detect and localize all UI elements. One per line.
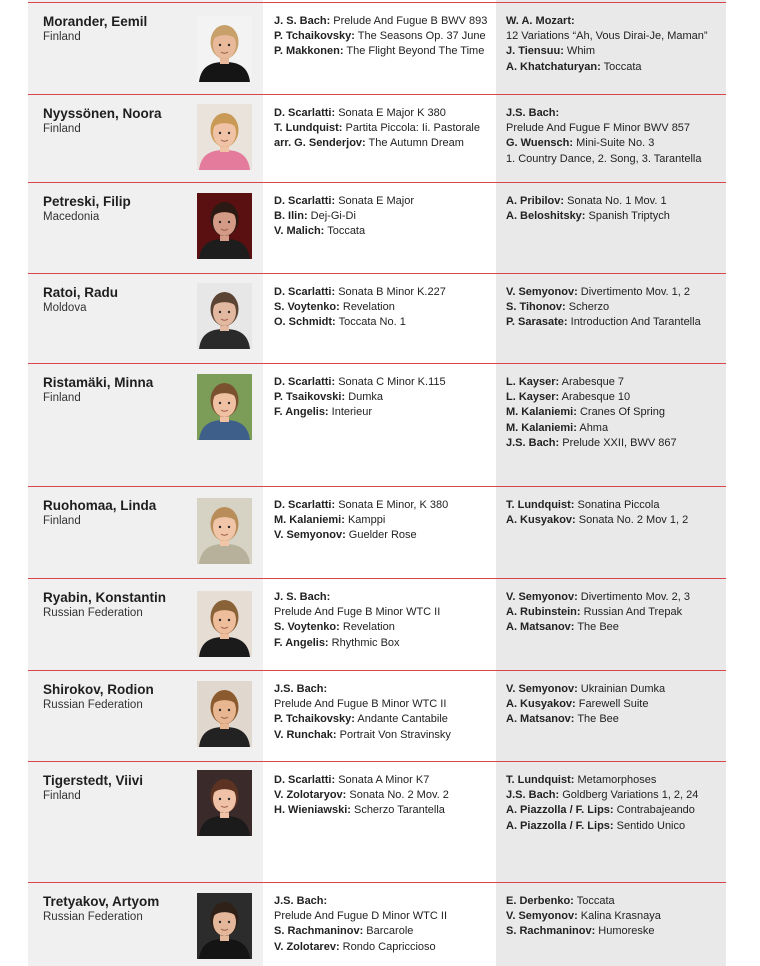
portrait-photo bbox=[197, 374, 252, 440]
participant-row bbox=[28, 486, 726, 578]
composer-name: F. Angelis: bbox=[274, 636, 329, 649]
portrait-photo bbox=[197, 16, 252, 82]
composer-name: S. Voytenko: bbox=[274, 621, 340, 634]
piece-title: Toccata bbox=[600, 60, 642, 73]
piece-title: Rondo Capriccioso bbox=[339, 940, 436, 953]
participant-name: Ryabin, Konstantin bbox=[43, 590, 167, 605]
composer-name: M. Kalaniemi: bbox=[274, 514, 345, 527]
piece-title: Rhythmic Box bbox=[328, 636, 400, 649]
row-separator bbox=[28, 670, 726, 671]
participant-row bbox=[28, 363, 726, 486]
piece-title: Cranes Of Spring bbox=[576, 406, 665, 419]
program-round-2 bbox=[506, 285, 724, 331]
composer-name: J.S. Bach: bbox=[506, 107, 560, 119]
piece-title: Prelude XXII, BWV 867 bbox=[559, 436, 677, 449]
portrait-photo bbox=[197, 770, 252, 836]
portrait-photo bbox=[197, 193, 252, 259]
row-separator bbox=[28, 761, 726, 762]
piece-title: Farewell Suite bbox=[575, 698, 649, 711]
participant-photo bbox=[197, 681, 252, 747]
piece-title: Toccata bbox=[573, 895, 615, 907]
participant-name: Ristamäki, Minna bbox=[43, 375, 154, 390]
composer-name: J. S. Bach: bbox=[274, 591, 331, 603]
row-separator bbox=[28, 2, 726, 3]
composer-name: J.S. Bach: bbox=[506, 789, 560, 802]
participant-name: Ratoi, Radu bbox=[43, 285, 119, 300]
program-line bbox=[506, 315, 724, 330]
program-round-1 bbox=[274, 498, 510, 544]
participant-photo bbox=[197, 770, 252, 836]
program-line bbox=[274, 106, 510, 121]
piece-title: Scherzo Tarantella bbox=[350, 804, 445, 817]
participant-name: Morander, Eemil bbox=[43, 14, 148, 29]
program-line bbox=[506, 300, 724, 315]
row-separator bbox=[28, 94, 726, 95]
piece-title: Divertimento Mov. 1, 2 bbox=[577, 286, 691, 298]
row-separator bbox=[28, 273, 726, 274]
composer-name: P. Tsaikovski: bbox=[274, 391, 346, 404]
composer-name: P. Tchaikovsky: bbox=[274, 713, 355, 726]
portrait-photo bbox=[197, 498, 252, 564]
program-line bbox=[506, 152, 724, 167]
piece-title: Spanish Triptych bbox=[585, 210, 670, 223]
program-line bbox=[506, 773, 724, 788]
participant-photo bbox=[197, 591, 252, 657]
participant-photo bbox=[197, 283, 252, 349]
composer-name: D. Scarlatti: bbox=[274, 286, 336, 298]
participant-row bbox=[28, 273, 726, 363]
row-separator bbox=[28, 486, 726, 487]
participant-photo bbox=[197, 374, 252, 440]
composer-name: J.S. Bach: bbox=[506, 436, 560, 449]
composer-name: O. Schmidt: bbox=[274, 316, 336, 329]
portrait-photo bbox=[197, 591, 252, 657]
program-round-2 bbox=[506, 894, 724, 940]
program-line bbox=[274, 803, 510, 818]
piece-title: Sonata E Major bbox=[335, 195, 415, 207]
composer-name: P. Sarasate: bbox=[506, 316, 568, 329]
piece-title: Revelation bbox=[339, 301, 395, 314]
piece-title: Ukrainian Dumka bbox=[577, 683, 666, 695]
program-line bbox=[506, 285, 724, 300]
composer-name: A. Matsanov: bbox=[506, 713, 575, 726]
program-line bbox=[506, 209, 724, 224]
piece-title: Interieur bbox=[328, 406, 373, 419]
program-line bbox=[506, 924, 724, 939]
piece-title: Goldberg Variations 1, 2, 24 bbox=[559, 789, 699, 802]
row-separator bbox=[28, 363, 726, 364]
piece-title: Sonata E Minor, K 380 bbox=[335, 499, 449, 511]
program-line bbox=[274, 590, 510, 605]
participant-name: Shirokov, Rodion bbox=[43, 682, 154, 697]
piece-title: Sonatina Piccola bbox=[574, 499, 660, 511]
program-line bbox=[274, 728, 510, 743]
piece-title: Revelation bbox=[339, 621, 395, 634]
program-line bbox=[274, 224, 510, 239]
participant-row bbox=[28, 761, 726, 882]
participant-row bbox=[28, 94, 726, 182]
piece-title: Sonata No. 1 Mov. 1 bbox=[564, 195, 667, 207]
composer-name: A. Piazzolla / F. Lips: bbox=[506, 819, 614, 832]
program-line bbox=[274, 909, 510, 924]
composer-name: T. Lundquist: bbox=[506, 499, 575, 511]
program-line bbox=[274, 498, 510, 513]
program-round-1 bbox=[274, 375, 510, 421]
program-line bbox=[506, 194, 724, 209]
piece-title: Toccata No. 1 bbox=[335, 316, 406, 329]
program-line bbox=[274, 528, 510, 543]
participant-name: Tigerstedt, Viivi bbox=[43, 773, 144, 788]
piece-title: Metamorphoses bbox=[574, 774, 657, 786]
program-line bbox=[506, 436, 724, 451]
program-line bbox=[274, 620, 510, 635]
program-round-1 bbox=[274, 194, 510, 240]
program-round-2 bbox=[506, 375, 724, 451]
participant-name: Ruohomaa, Linda bbox=[43, 498, 157, 513]
program-round-1 bbox=[274, 285, 510, 331]
piece-title: Barcarole bbox=[363, 925, 414, 938]
participant-photo bbox=[197, 16, 252, 82]
program-round-1 bbox=[274, 106, 510, 152]
piece-title: Arabesque 7 bbox=[559, 376, 625, 388]
participant-country: Macedonia bbox=[43, 211, 100, 223]
program-line bbox=[506, 909, 724, 924]
piece-title: The Bee bbox=[574, 621, 619, 634]
program-line bbox=[506, 605, 724, 620]
participant-photo bbox=[197, 893, 252, 959]
program-line bbox=[506, 682, 724, 697]
piece-title: Arabesque 10 bbox=[559, 391, 631, 404]
composer-name: A. Piazzolla / F. Lips: bbox=[506, 804, 614, 817]
piece-title: Kalina Krasnaya bbox=[577, 910, 661, 923]
program-line bbox=[506, 136, 724, 151]
program-round-2 bbox=[506, 773, 724, 834]
piece-title: Mini-Suite No. 3 bbox=[573, 137, 655, 150]
program-round-1 bbox=[274, 14, 510, 60]
composer-name: V. Malich: bbox=[274, 225, 325, 238]
program-line bbox=[274, 14, 510, 29]
composer-name: P. Makkonen: bbox=[274, 45, 344, 58]
program-line bbox=[506, 29, 724, 44]
participant-country: Finland bbox=[43, 123, 81, 135]
composer-name: H. Wieniawski: bbox=[274, 804, 351, 817]
participant-row bbox=[28, 2, 726, 94]
program-line bbox=[274, 697, 510, 712]
program-line bbox=[506, 894, 724, 909]
composer-name: G. Wuensch: bbox=[506, 137, 574, 150]
program-line bbox=[274, 894, 510, 909]
composer-name: D. Scarlatti: bbox=[274, 107, 336, 119]
composer-name: J.S. Bach: bbox=[274, 895, 328, 907]
composer-name: A. Beloshitsky: bbox=[506, 210, 586, 223]
program-line bbox=[506, 498, 724, 513]
program-line bbox=[506, 375, 724, 390]
piece-title: Dumka bbox=[345, 391, 384, 404]
composer-name: A. Matsanov: bbox=[506, 621, 575, 634]
program-line bbox=[274, 924, 510, 939]
program-line bbox=[274, 636, 510, 651]
participant-name: Tretyakov, Artyom bbox=[43, 894, 160, 909]
participant-country: Finland bbox=[43, 790, 81, 802]
piece-title: The Bee bbox=[574, 713, 619, 726]
composer-name: V. Semyonov: bbox=[506, 683, 578, 695]
piece-title: The Flight Beyond The Time bbox=[343, 45, 485, 58]
program-round-1 bbox=[274, 682, 510, 743]
composer-name: J. Tiensuu: bbox=[506, 45, 564, 58]
portrait-photo bbox=[197, 681, 252, 747]
participant-country: Finland bbox=[43, 392, 81, 404]
program-line bbox=[506, 620, 724, 635]
composer-name: V. Zolotarev: bbox=[274, 940, 340, 953]
composer-name: P. Tchaikovsky: bbox=[274, 30, 355, 43]
program-round-2 bbox=[506, 14, 724, 75]
program-line bbox=[274, 940, 510, 955]
piece-title: Ahma bbox=[576, 421, 609, 434]
piece-title: Divertimento Mov. 2, 3 bbox=[577, 591, 691, 603]
piece-title: Prelude And Fugue F Minor BWV 857 bbox=[506, 122, 691, 135]
piece-title: Humoreske bbox=[595, 925, 655, 938]
program-line bbox=[506, 421, 724, 436]
program-line bbox=[274, 194, 510, 209]
participant-country: Finland bbox=[43, 515, 81, 527]
piece-title: Toccata bbox=[324, 225, 366, 238]
program-line bbox=[274, 44, 510, 59]
piece-title: Introduction And Tarantella bbox=[567, 316, 701, 329]
program-round-1 bbox=[274, 590, 510, 651]
composer-name: M. Kalaniemi: bbox=[506, 421, 577, 434]
row-separator bbox=[28, 182, 726, 183]
program-line bbox=[506, 788, 724, 803]
piece-title: Prelude And Fugue B Minor WTC II bbox=[274, 698, 447, 711]
composer-name: J.S. Bach: bbox=[274, 683, 328, 695]
program-round-1 bbox=[274, 773, 510, 819]
composer-name: L. Kayser: bbox=[506, 376, 560, 388]
composer-name: V. Semyonov: bbox=[506, 910, 578, 923]
composer-name: arr. G. Senderjov: bbox=[274, 137, 366, 150]
piece-title: 12 Variations “Ah, Vous Dirai-Je, Maman” bbox=[506, 30, 708, 43]
program-line bbox=[506, 121, 724, 136]
piece-title: Portrait Von Stravinsky bbox=[336, 728, 451, 741]
composer-name: S. Tihonov: bbox=[506, 301, 566, 314]
program-line bbox=[506, 405, 724, 420]
composer-name: A. Rubinstein: bbox=[506, 606, 581, 619]
piece-title: Prelude And Fugue B BWV 893 bbox=[330, 15, 488, 27]
participant-country: Russian Federation bbox=[43, 607, 143, 619]
composer-name: V. Runchak: bbox=[274, 728, 337, 741]
piece-title: Partita Piccola: Ii. Pastorale bbox=[342, 122, 480, 135]
piece-title: Prelude And Fuge B Minor WTC II bbox=[274, 606, 441, 619]
composer-name: M. Kalaniemi: bbox=[506, 406, 577, 419]
composer-name: D. Scarlatti: bbox=[274, 195, 336, 207]
piece-title: The Seasons Op. 37 June bbox=[354, 30, 486, 43]
row-separator bbox=[28, 578, 726, 579]
participant-country: Finland bbox=[43, 31, 81, 43]
program-line bbox=[274, 315, 510, 330]
participant-photo bbox=[197, 104, 252, 170]
participant-country: Russian Federation bbox=[43, 699, 143, 711]
piece-title: Sonata No. 2 Mov. 2 bbox=[346, 789, 449, 802]
portrait-photo bbox=[197, 104, 252, 170]
composer-name: A. Khatchaturyan: bbox=[506, 60, 601, 73]
program-line bbox=[274, 375, 510, 390]
program-line bbox=[506, 60, 724, 75]
participant-photo bbox=[197, 193, 252, 259]
program-line bbox=[274, 712, 510, 727]
program-round-2 bbox=[506, 682, 724, 728]
program-line bbox=[506, 44, 724, 59]
participant-row bbox=[28, 578, 726, 670]
program-line bbox=[274, 209, 510, 224]
program-round-2 bbox=[506, 498, 724, 528]
piece-title: Andante Cantabile bbox=[354, 713, 448, 726]
composer-name: B. Ilin: bbox=[274, 210, 308, 223]
composer-name: E. Derbenko: bbox=[506, 895, 574, 907]
piece-title: Sonata A Minor K7 bbox=[335, 774, 430, 786]
program-line bbox=[274, 682, 510, 697]
piece-title: Scherzo bbox=[565, 301, 610, 314]
piece-title: The Autumn Dream bbox=[365, 137, 464, 150]
program-line bbox=[506, 590, 724, 605]
program-line bbox=[506, 803, 724, 818]
participant-country: Russian Federation bbox=[43, 911, 143, 923]
piece-title: Dej-Gi-Di bbox=[307, 210, 356, 223]
composer-name: D. Scarlatti: bbox=[274, 499, 336, 511]
program-line bbox=[274, 136, 510, 151]
participant-country: Moldova bbox=[43, 302, 87, 314]
portrait-photo bbox=[197, 893, 252, 959]
program-line bbox=[506, 14, 724, 29]
participant-row bbox=[28, 882, 726, 966]
composer-name: S. Rachmaninov: bbox=[506, 925, 596, 938]
participant-row bbox=[28, 182, 726, 273]
composer-name: W. A. Mozart: bbox=[506, 15, 575, 27]
composer-name: V. Semyonov: bbox=[506, 286, 578, 298]
piece-title: Sonata E Major K 380 bbox=[335, 107, 446, 119]
program-line bbox=[274, 773, 510, 788]
composer-name: A. Pribilov: bbox=[506, 195, 565, 207]
row-separator bbox=[28, 882, 726, 883]
composer-name: A. Kusyakov: bbox=[506, 698, 576, 711]
program-line bbox=[506, 513, 724, 528]
program-line bbox=[506, 697, 724, 712]
program-line bbox=[274, 513, 510, 528]
program-round-2 bbox=[506, 194, 724, 224]
piece-title: Sonata No. 2 Mov 1, 2 bbox=[575, 514, 689, 527]
piece-title: Whim bbox=[563, 45, 596, 58]
participant-row bbox=[28, 670, 726, 761]
composer-name: A. Kusyakov: bbox=[506, 514, 576, 527]
program-line bbox=[274, 121, 510, 136]
piece-title: Contrabajeando bbox=[613, 804, 695, 817]
piece-title: Prelude And Fugue D Minor WTC II bbox=[274, 910, 448, 923]
program-line bbox=[274, 390, 510, 405]
program-line bbox=[274, 285, 510, 300]
composer-name: T. Lundquist: bbox=[274, 122, 343, 135]
portrait-photo bbox=[197, 283, 252, 349]
program-line bbox=[274, 605, 510, 620]
participant-name: Nyyssönen, Noora bbox=[43, 106, 162, 121]
composer-name: V. Semyonov: bbox=[274, 529, 346, 542]
composer-name: T. Lundquist: bbox=[506, 774, 575, 786]
piece-title: Sonata C Minor K.115 bbox=[335, 376, 446, 388]
composer-name: S. Voytenko: bbox=[274, 301, 340, 314]
program-line bbox=[506, 390, 724, 405]
composer-name: V. Semyonov: bbox=[506, 591, 578, 603]
composer-name: V. Zolotaryov: bbox=[274, 789, 347, 802]
piece-title: 1. Country Dance, 2. Song, 3. Tarantella bbox=[506, 152, 702, 165]
piece-title: Russian And Trepak bbox=[580, 606, 683, 619]
participant-photo bbox=[197, 498, 252, 564]
piece-title: Sonata B Minor K.227 bbox=[335, 286, 446, 298]
program-round-2 bbox=[506, 106, 724, 167]
composer-name: F. Angelis: bbox=[274, 406, 329, 419]
program-line bbox=[274, 29, 510, 44]
composer-name: D. Scarlatti: bbox=[274, 376, 336, 388]
piece-title: Sentido Unico bbox=[613, 819, 686, 832]
program-line bbox=[274, 300, 510, 315]
composer-name: J. S. Bach: bbox=[274, 15, 331, 27]
composer-name: D. Scarlatti: bbox=[274, 774, 336, 786]
program-line bbox=[506, 712, 724, 727]
program-line bbox=[274, 405, 510, 420]
program-line bbox=[506, 819, 724, 834]
composer-name: S. Rachmaninov: bbox=[274, 925, 364, 938]
program-line bbox=[274, 788, 510, 803]
composer-name: L. Kayser: bbox=[506, 391, 560, 404]
program-round-1 bbox=[274, 894, 510, 955]
program-line bbox=[506, 106, 724, 121]
piece-title: Kamppi bbox=[344, 514, 386, 527]
participant-name: Petreski, Filip bbox=[43, 194, 131, 209]
program-round-2 bbox=[506, 590, 724, 636]
piece-title: Guelder Rose bbox=[345, 529, 417, 542]
